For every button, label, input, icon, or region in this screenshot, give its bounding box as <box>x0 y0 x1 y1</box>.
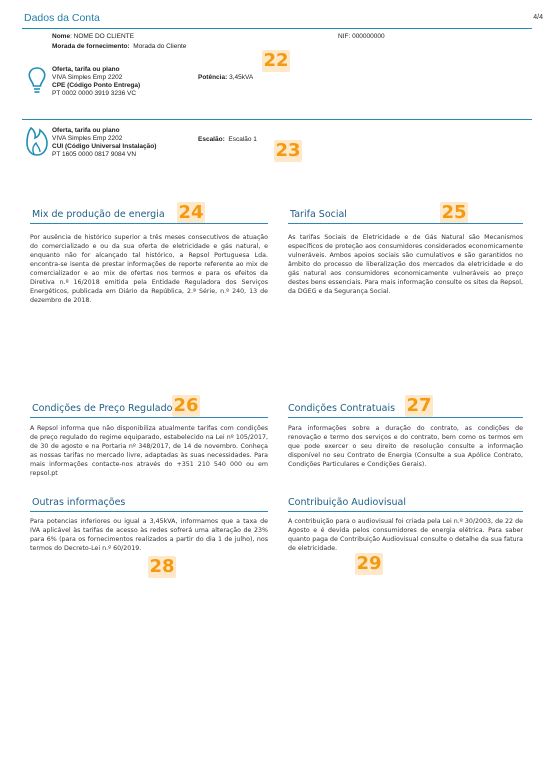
power <box>198 74 253 82</box>
lightbulb-icon <box>27 66 47 96</box>
cpe-label: CPE (Código Ponto Entrega) <box>52 82 141 89</box>
audiovisual-title: Contribuição Audiovisual <box>288 497 406 508</box>
gas-tier <box>198 136 257 144</box>
contract-rule <box>288 417 523 418</box>
mix-text: Por ausência de histórico superior a três meses consecutivos de atuação do comercializado e ou da sua oferta de eletricidade e gás natural, e enquanto não for alcançado tal histórico, a Repsol Portuguesa Lda. encontra-se isenta de prestar informações de reporte referente ao mix de comercializador e ao mix de ofertas nos termos e para os efeitos da Diretiva n.º 16/2018 emitida pela Entidade Reguladora dos Serviços Energéticos, publicada em Diário da República, 2.ª Série, n.º 240, 13 de dezembro de 2018. <box>30 234 268 304</box>
electricity-offer-value: VIVA Simples Emp 2202 <box>52 74 123 81</box>
power-label: Potência: <box>198 74 228 81</box>
gas-info <box>52 127 156 159</box>
other-text: Para potencias inferiores ou igual a 3,45kVA, informamos que a taxa de IVA aplicável às tarifas de acesso às redes sofrerá uma alteração de 23% para 6% (para os fornecimentos realizados a partir do dia 1 de julho), nos termos do Decreto-Lei n.º 60/2019. <box>30 518 268 552</box>
cui-label: CUI (Código Universal Instalação) <box>52 143 157 150</box>
social-text: As tarifas Sociais de Eletricidade e de Gás Natural são Mecanismos específicos de proteção aos consumidores considerados economicamente vulneráveis. Ambos apoios sociais são cumulativos e são garantidos no âmbito do processo de liberalização dos mercados da eletricidade e do gás natural aos consumidores economicamente vulneráveis ao preço destes bens essenciais. Para mais informação consulte os sites da Repsol, da DGEG e da Segurança Social. <box>288 234 523 295</box>
mix-rule <box>30 223 268 224</box>
contract-text: Para informações sobre a duração do contrato, as condições de renovação e termo dos serviços e do contrato, bem como os termos em que pode exercer o seu direito de resolução consulte a informação disponível no seu Contrato de Energia (Consulte a sua Apólice Contrato, Condições Particulares e Condições Gerais). <box>288 425 523 468</box>
regulated-title: Condições de Preço Regulado <box>32 403 173 414</box>
badge-22: 22 <box>263 50 289 71</box>
contract-title: Condições Contratuais <box>288 403 396 414</box>
electricity-offer-label: Oferta, tarifa ou plano <box>52 66 120 73</box>
badge-23: 23 <box>275 140 301 161</box>
block-rule <box>22 119 532 120</box>
power-value: 3,45kVA <box>229 74 254 81</box>
name-value: : NOME DO CLIENTE <box>70 33 134 40</box>
badge-24: 24 <box>178 202 204 223</box>
badge-25: 25 <box>441 202 467 223</box>
audiovisual-rule <box>288 511 523 512</box>
badge-27: 27 <box>406 395 432 416</box>
tier-label: Escalão: <box>198 136 225 143</box>
cpe-value: PT 0002 0000 3919 3236 VC <box>52 90 137 97</box>
address-value: Morada do Cliente <box>133 43 187 50</box>
address-label: Morada de fornecimento: <box>52 43 130 50</box>
name-label: Nome <box>52 33 71 40</box>
gas-offer-value: VIVA Simples Emp 2202 <box>52 135 123 142</box>
account-data-title: Dados da Conta <box>24 12 100 24</box>
cui-value: PT 1605 0000 0817 9084 VN <box>52 151 137 158</box>
page-number: 4/4 <box>533 14 543 21</box>
mix-title: Mix de produção de energia <box>32 209 165 220</box>
header-rule <box>22 28 532 29</box>
social-title: Tarifa Social <box>290 209 347 220</box>
badge-29: 29 <box>356 553 382 574</box>
gas-flame-icon <box>25 124 49 158</box>
nif: NIF: 000000000 <box>338 33 385 40</box>
badge-26: 26 <box>173 395 199 416</box>
supply-address <box>52 43 186 51</box>
audiovisual-text: A contribuição para o audiovisual foi criada pela Lei n.º 30/2003, de 22 de Agosto e é devida pelos consumidores de energia elétrica. Para saber quanto paga de Contribuição Audiovisual consulte o detalhe da sua fatura de eletricidade. <box>288 518 523 552</box>
customer-name <box>52 33 134 41</box>
electricity-info <box>52 66 140 98</box>
social-rule <box>288 223 523 224</box>
other-rule <box>30 511 268 512</box>
tier-value: Escalão 1 <box>228 136 257 143</box>
regulated-text: A Repsol informa que não disponibiliza atualmente tarifas com condições de preço regulado do regime equiparado, estabelecido na Lei nº 105/2017, de 30 de agosto e na Portaria nº 348/2017, de 14 de novembro. Conheça as nossas tarifas no mercado livre, adaptadas às suas necessidades. Para mais informações contacte-nos através do +351 210 540 000 ou em repsol.pt <box>30 425 268 477</box>
badge-28: 28 <box>149 556 175 577</box>
other-title: Outras informações <box>32 497 126 508</box>
regulated-rule <box>30 417 268 418</box>
gas-offer-label: Oferta, tarifa ou plano <box>52 127 120 134</box>
